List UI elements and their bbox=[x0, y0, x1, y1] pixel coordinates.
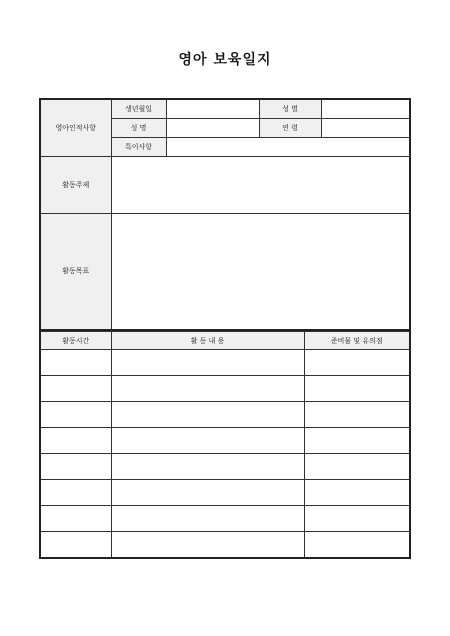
content-cell[interactable] bbox=[111, 428, 304, 454]
birth-date-field[interactable] bbox=[166, 99, 259, 118]
info-table bbox=[39, 98, 411, 331]
schedule-table bbox=[39, 331, 411, 559]
notes-label: 특이사항 bbox=[111, 137, 166, 156]
activity-topic-field[interactable] bbox=[111, 156, 410, 213]
prep-header: 준비물 및 유의점 bbox=[304, 332, 410, 350]
prep-cell[interactable] bbox=[304, 532, 410, 558]
content-cell[interactable] bbox=[111, 454, 304, 480]
schedule-row bbox=[40, 454, 410, 480]
content-cell[interactable] bbox=[111, 376, 304, 402]
content-cell[interactable] bbox=[111, 480, 304, 506]
notes-field[interactable] bbox=[166, 137, 410, 156]
content-cell[interactable] bbox=[111, 350, 304, 376]
schedule-row bbox=[40, 402, 410, 428]
content-cell[interactable] bbox=[111, 402, 304, 428]
prep-cell[interactable] bbox=[304, 376, 410, 402]
prep-cell[interactable] bbox=[304, 506, 410, 532]
schedule-row bbox=[40, 376, 410, 402]
age-label: 연 령 bbox=[259, 118, 321, 137]
activity-goal-field[interactable] bbox=[111, 213, 410, 330]
gender-field[interactable] bbox=[321, 99, 410, 118]
prep-cell[interactable] bbox=[304, 428, 410, 454]
time-cell[interactable] bbox=[40, 532, 111, 558]
schedule-row bbox=[40, 532, 410, 558]
name-label: 성 명 bbox=[111, 118, 166, 137]
time-cell[interactable] bbox=[40, 506, 111, 532]
schedule-row bbox=[40, 480, 410, 506]
time-cell[interactable] bbox=[40, 376, 111, 402]
gender-label: 성 별 bbox=[259, 99, 321, 118]
content-cell[interactable] bbox=[111, 506, 304, 532]
birth-date-label: 생년월일 bbox=[111, 99, 166, 118]
prep-cell[interactable] bbox=[304, 402, 410, 428]
content-cell[interactable] bbox=[111, 532, 304, 558]
time-cell[interactable] bbox=[40, 480, 111, 506]
name-field[interactable] bbox=[166, 118, 259, 137]
time-cell[interactable] bbox=[40, 350, 111, 376]
page-title: 영아 보육일지 bbox=[178, 52, 272, 68]
time-cell[interactable] bbox=[40, 454, 111, 480]
time-cell[interactable] bbox=[40, 428, 111, 454]
activity-goal-label: 활동목표 bbox=[40, 213, 111, 330]
prep-cell[interactable] bbox=[304, 454, 410, 480]
age-field[interactable] bbox=[321, 118, 410, 137]
schedule-row bbox=[40, 428, 410, 454]
time-header: 활동시간 bbox=[40, 332, 111, 350]
daily-log-form bbox=[39, 98, 409, 559]
activity-topic-label: 활동주제 bbox=[40, 156, 111, 213]
prep-cell[interactable] bbox=[304, 480, 410, 506]
infant-info-label: 영아인적사항 bbox=[40, 99, 111, 156]
content-header: 활 동 내 용 bbox=[111, 332, 304, 350]
time-cell[interactable] bbox=[40, 402, 111, 428]
prep-cell[interactable] bbox=[304, 350, 410, 376]
schedule-row bbox=[40, 350, 410, 376]
schedule-row bbox=[40, 506, 410, 532]
